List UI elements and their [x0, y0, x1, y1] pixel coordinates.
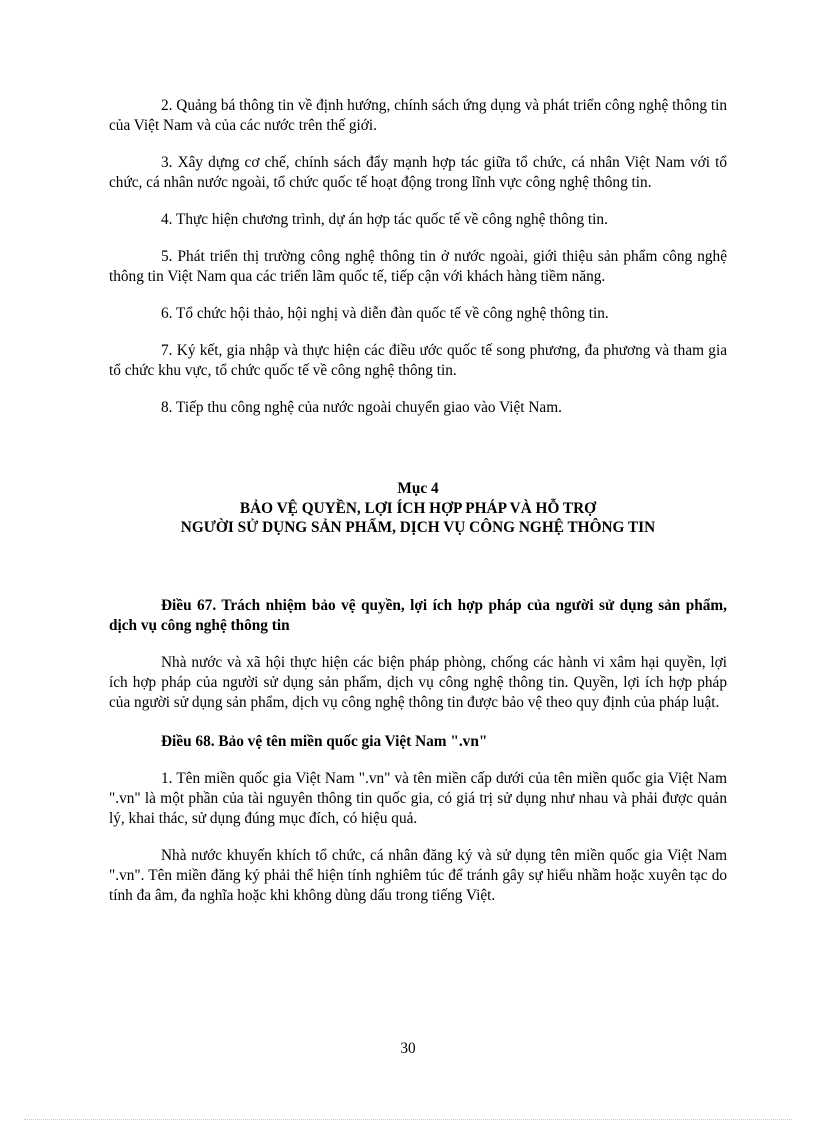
- section-title-line1: BẢO VỆ QUYỀN, LỢI ÍCH HỢP PHÁP VÀ HỖ TRỢ: [239, 499, 597, 517]
- section-heading: [109, 479, 727, 538]
- paragraph-item-4: 4. Thực hiện chương trình, dự án hợp tác quốc tế về công nghệ thông tin.: [161, 211, 608, 228]
- page-bottom-divider: [24, 1119, 792, 1120]
- article-68-clause-1: 1. Tên miền quốc gia Việt Nam ".vn" và tên miền cấp dưới của tên miền quốc gia Việt Nam ".vn" là một phần của tài nguyên thông tin quốc gia, có giá trị sử dụng như nhau và phải được quản lý, khai thác, sử dụng đúng mục đích, có hiệu quả.: [109, 769, 727, 827]
- paragraph-item-8: 8. Tiếp thu công nghệ của nước ngoài chuyển giao vào Việt Nam.: [161, 399, 562, 416]
- section-title-line2: NGƯỜI SỬ DỤNG SẢN PHẨM, DỊCH VỤ CÔNG NGHỆ THÔNG TIN: [180, 519, 656, 536]
- section-number: Mục 4: [397, 480, 439, 497]
- paragraph-item-2: 2. Quảng bá thông tin về định hướng, chính sách ứng dụng và phát triển công nghệ thông tin của Việt Nam và của các nước trên thế giới.: [109, 97, 727, 134]
- paragraph-item-3: 3. Xây dựng cơ chế, chính sách đẩy mạnh hợp tác giữa tổ chức, cá nhân Việt Nam với tổ chức, cá nhân nước ngoài, tổ chức quốc tế hoạt động trong lĩnh vực công nghệ thông tin.: [109, 154, 727, 191]
- article-67-title: Điều 67. Trách nhiệm bảo vệ quyền, lợi ích hợp pháp của người sử dụng sản phẩm, dịch vụ công nghệ thông tin: [109, 596, 727, 634]
- page-number: 30: [400, 1040, 416, 1057]
- article-68-title: Điều 68. Bảo vệ tên miền quốc gia Việt Nam ".vn": [161, 732, 488, 750]
- article-67-body: Nhà nước và xã hội thực hiện các biện pháp phòng, chống các hành vi xâm hại quyền, lợi ích hợp pháp của người sử dụng sản phẩm, dịch vụ công nghệ thông tin. Quyền, lợi ích hợp pháp của người sử dụng sản phẩm, dịch vụ công nghệ thông tin được bảo vệ theo quy định của pháp luật.: [109, 653, 727, 711]
- paragraph-item-7: 7. Ký kết, gia nhập và thực hiện các điều ước quốc tế song phương, đa phương và tham gia tổ chức khu vực, tổ chức quốc tế về công nghệ thông tin.: [109, 342, 727, 379]
- paragraph-item-6: 6. Tổ chức hội thảo, hội nghị và diễn đàn quốc tế về công nghệ thông tin.: [161, 305, 609, 322]
- document-page: [109, 96, 727, 906]
- article-68-clause-1-continued: Nhà nước khuyến khích tổ chức, cá nhân đăng ký và sử dụng tên miền quốc gia Việt Nam ".vn". Tên miền đăng ký phải thể hiện tính nghiêm túc để tránh gây sự hiểu nhầm hoặc xuyên tạc do tính đa âm, đa nghĩa hoặc khi không dùng dấu trong tiếng Việt.: [109, 846, 727, 904]
- paragraph-item-5: 5. Phát triển thị trường công nghệ thông tin ở nước ngoài, giới thiệu sản phẩm công nghệ thông tin Việt Nam qua các triển lãm quốc tế, tiếp cận với khách hàng tiềm năng.: [109, 248, 727, 285]
